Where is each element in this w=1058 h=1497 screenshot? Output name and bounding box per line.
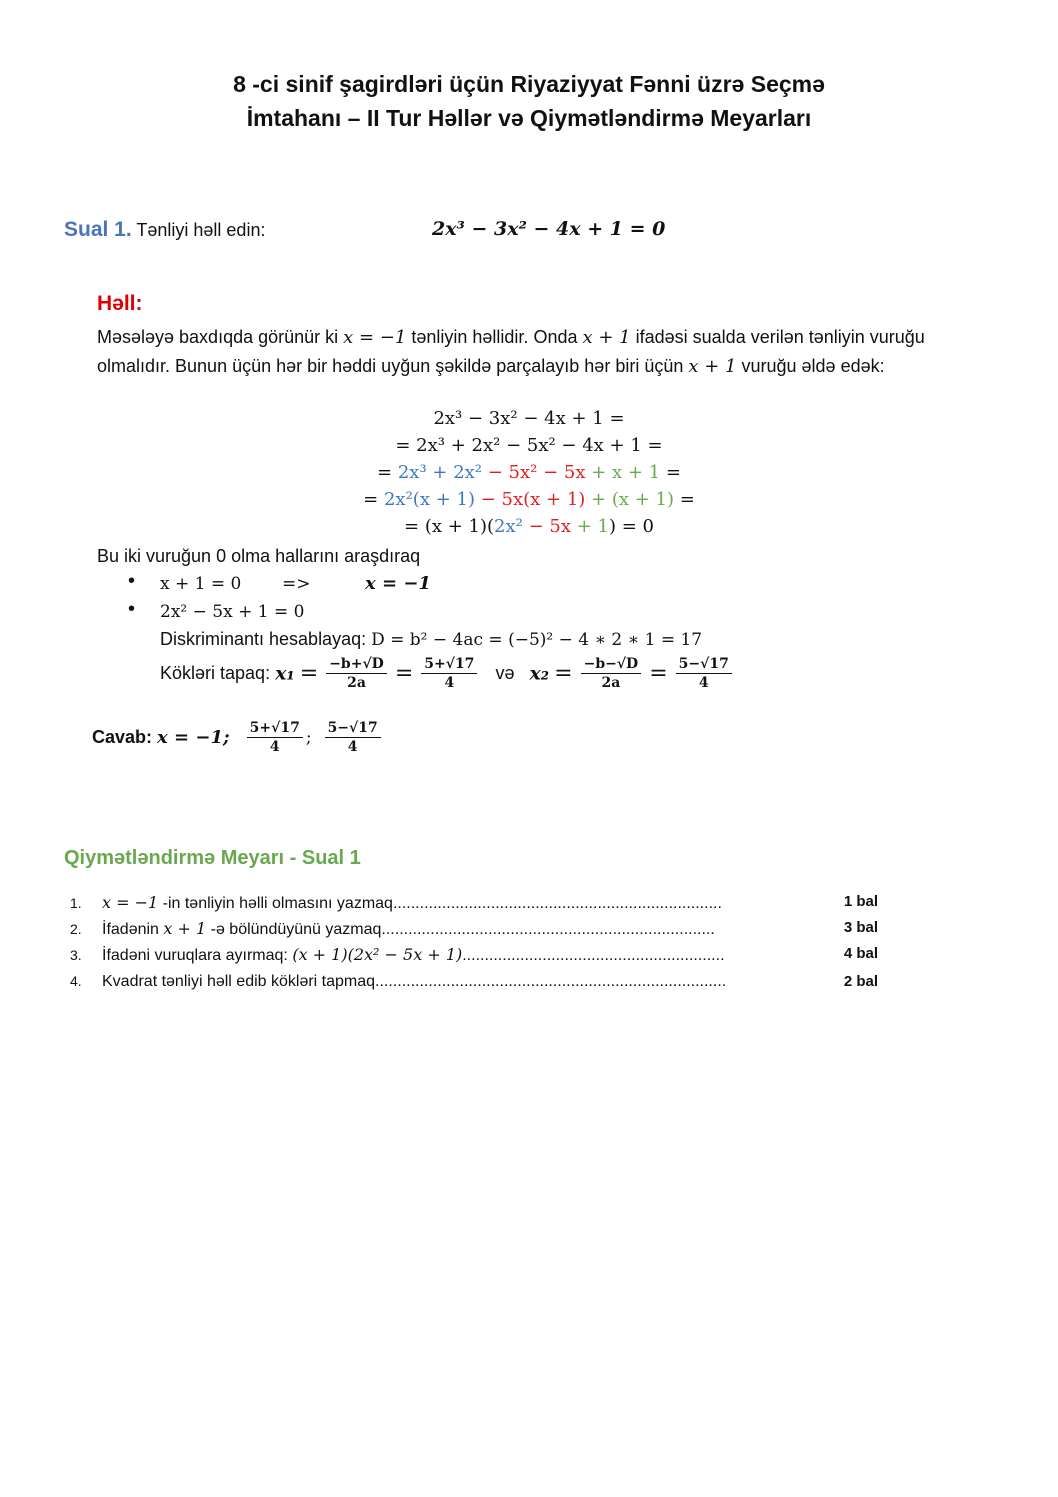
fraction-denominator: 2a bbox=[601, 675, 621, 691]
criteria-item-4 bbox=[70, 973, 890, 991]
fraction-formula-2 bbox=[581, 656, 642, 691]
equation-line-5 bbox=[0, 516, 1058, 537]
eq-sign: = bbox=[649, 661, 668, 686]
eq-sign: = bbox=[299, 661, 319, 686]
fraction-denominator: 2a bbox=[347, 675, 366, 691]
item-number: 3. bbox=[70, 947, 82, 963]
eq3-blue: 2x³ + 2x² bbox=[397, 462, 483, 483]
eq3-green: + x + 1 bbox=[585, 462, 661, 483]
root-x1-symbol: x₁ bbox=[275, 662, 295, 685]
eq-sign: = bbox=[394, 661, 414, 686]
criteria-item-2 bbox=[70, 919, 890, 939]
item-math: x + 1 bbox=[163, 919, 207, 938]
fraction-numerator: 5+√17 bbox=[247, 720, 303, 738]
eq4-green: + (x + 1) bbox=[585, 489, 674, 510]
answer-label: Cavab: bbox=[92, 727, 158, 747]
intro-text-3: ifadəsi sualda verilən tənliyin vuruğu olmalıdır. Bunun üçün hər bir həddi uyğun şəkildə parçalayıb hər biri üçün bbox=[97, 327, 925, 376]
intro-math-1: x = −1 bbox=[343, 327, 407, 348]
question-prompt: Tənliyi həll edin: bbox=[136, 220, 266, 240]
fraction-numerator: 5−√17 bbox=[676, 656, 732, 674]
eq5-blue: 2x² bbox=[494, 516, 523, 537]
eq5-green: + 1 bbox=[570, 516, 609, 537]
answer-line bbox=[92, 720, 384, 755]
item-number: 4. bbox=[70, 973, 82, 989]
fraction-denominator: 4 bbox=[269, 739, 280, 755]
item-text: İfadənin bbox=[102, 921, 164, 938]
item-math: (x + 1)(2x² − 5x + 1) bbox=[292, 945, 463, 964]
eq5-red: − 5x bbox=[522, 516, 571, 537]
case-1-bullet bbox=[128, 570, 135, 593]
item-number: 1. bbox=[70, 895, 82, 911]
item-math: x = −1 bbox=[102, 893, 159, 912]
equation-line-3 bbox=[0, 462, 1058, 483]
intro-math-3: x + 1 bbox=[688, 356, 737, 377]
item-points: 3 bal bbox=[843, 919, 878, 936]
eq3-post: = bbox=[660, 462, 681, 483]
intro-text-1: Məsələyə baxdıqda görünür ki bbox=[97, 327, 344, 347]
eq4-blue: 2x²(x + 1) bbox=[383, 489, 475, 510]
solution-intro bbox=[97, 323, 977, 381]
intro-text-2: tənliyin həllidir. Onda bbox=[406, 327, 583, 347]
criteria-item-1 bbox=[70, 893, 890, 913]
answer-fraction-1 bbox=[247, 720, 303, 755]
item-points: 1 bal bbox=[843, 893, 878, 910]
item-points: 2 bal bbox=[843, 973, 878, 990]
case-2-bullet bbox=[128, 598, 135, 621]
question-header bbox=[64, 218, 265, 242]
fraction-denominator: 4 bbox=[347, 739, 358, 755]
equation-line-4 bbox=[0, 489, 1058, 510]
fraction-denominator: 4 bbox=[444, 675, 455, 691]
intro-text-4: vuruğu əldə edək: bbox=[736, 356, 885, 376]
solution-heading: Həll: bbox=[97, 292, 143, 315]
item-points: 4 bal bbox=[843, 945, 878, 962]
item-dots: ........................................................................... bbox=[381, 921, 715, 938]
case-1-result: x = −1 bbox=[365, 573, 431, 594]
fraction-numerator: −b+√D bbox=[326, 656, 387, 674]
eq4-red: − 5x(x + 1) bbox=[474, 489, 586, 510]
case-1-arrow: => bbox=[282, 574, 311, 594]
question-label: Sual 1. bbox=[64, 218, 132, 241]
case-1-equation: x + 1 = 0 bbox=[160, 574, 242, 594]
conjunction: və bbox=[495, 663, 515, 683]
answer-separator: ; bbox=[305, 727, 312, 748]
eq3-red: − 5x² − 5x bbox=[482, 462, 586, 483]
fraction-numerator: −b−√D bbox=[581, 656, 642, 674]
answer-x: x = −1; bbox=[157, 727, 230, 748]
fraction-root-1 bbox=[421, 656, 477, 691]
roots-label: Kökləri tapaq: bbox=[160, 663, 276, 683]
eq-sign: = bbox=[554, 661, 573, 686]
item-text-2: -ə bölündüyünü yazmaq bbox=[206, 921, 382, 938]
fraction-root-2 bbox=[676, 656, 732, 691]
bullet-icon: • bbox=[128, 570, 136, 592]
roots-line bbox=[160, 656, 735, 691]
cases-intro: Bu iki vuruğun 0 olma hallarını araşdıraq bbox=[97, 546, 421, 566]
criteria-item-3 bbox=[70, 945, 890, 965]
fraction-numerator: 5−√17 bbox=[325, 720, 381, 738]
question-equation: 2𝒙³ − 3𝒙² − 4𝒙 + 1 = 0 bbox=[432, 218, 666, 240]
discriminant-formula: D = b² − 4ac = (−5)² − 4 ∗ 2 ∗ 1 = 17 bbox=[371, 630, 703, 650]
discriminant-line bbox=[160, 629, 702, 650]
bullet-icon: • bbox=[128, 598, 136, 620]
item-text: İfadəni vuruqlara ayırmaq: bbox=[102, 947, 293, 964]
item-dots: ............................................................................... bbox=[375, 973, 727, 990]
case-2-equation: 2x² − 5x + 1 = 0 bbox=[160, 602, 305, 622]
equation-line-2: = 2x³ + 2x² − 5x² − 4x + 1 = bbox=[395, 435, 663, 456]
fraction-denominator: 4 bbox=[698, 675, 709, 691]
eq5-pre: = (x + 1)( bbox=[404, 516, 495, 537]
discriminant-label: Diskriminantı hesablayaq: bbox=[160, 629, 372, 649]
eq4-post: = bbox=[674, 489, 695, 510]
eq3-pre: = bbox=[377, 462, 398, 483]
page-title-line-1: 8 -ci sinif şagirdləri üçün Riyaziyyat Fənni üzrə Seçmə bbox=[233, 71, 825, 97]
item-dots: ........................................................... bbox=[462, 947, 725, 964]
page-title-line-2: İmtahanı – II Tur Həllər və Qiymətləndirmə Meyarları bbox=[246, 105, 812, 131]
intro-math-2: x + 1 bbox=[582, 327, 631, 348]
equation-line-1: 2x³ − 3x² − 4x + 1 = bbox=[433, 408, 625, 429]
item-number: 2. bbox=[70, 921, 82, 937]
fraction-numerator: 5+√17 bbox=[421, 656, 477, 674]
root-x2-symbol: x₂ bbox=[529, 662, 550, 685]
criteria-heading: Qiymətləndirmə Meyarı - Sual 1 bbox=[64, 847, 361, 869]
item-text: Kvadrat tənliyi həll edib kökləri tapmaq bbox=[102, 973, 376, 990]
item-text: -in tənliyin həlli olmasını yazmaq bbox=[158, 895, 393, 912]
answer-fraction-2 bbox=[325, 720, 381, 755]
eq4-pre: = bbox=[363, 489, 384, 510]
eq5-post: ) = 0 bbox=[608, 516, 654, 537]
item-dots: .......................................................................... bbox=[392, 895, 722, 912]
fraction-formula-1 bbox=[326, 656, 387, 691]
